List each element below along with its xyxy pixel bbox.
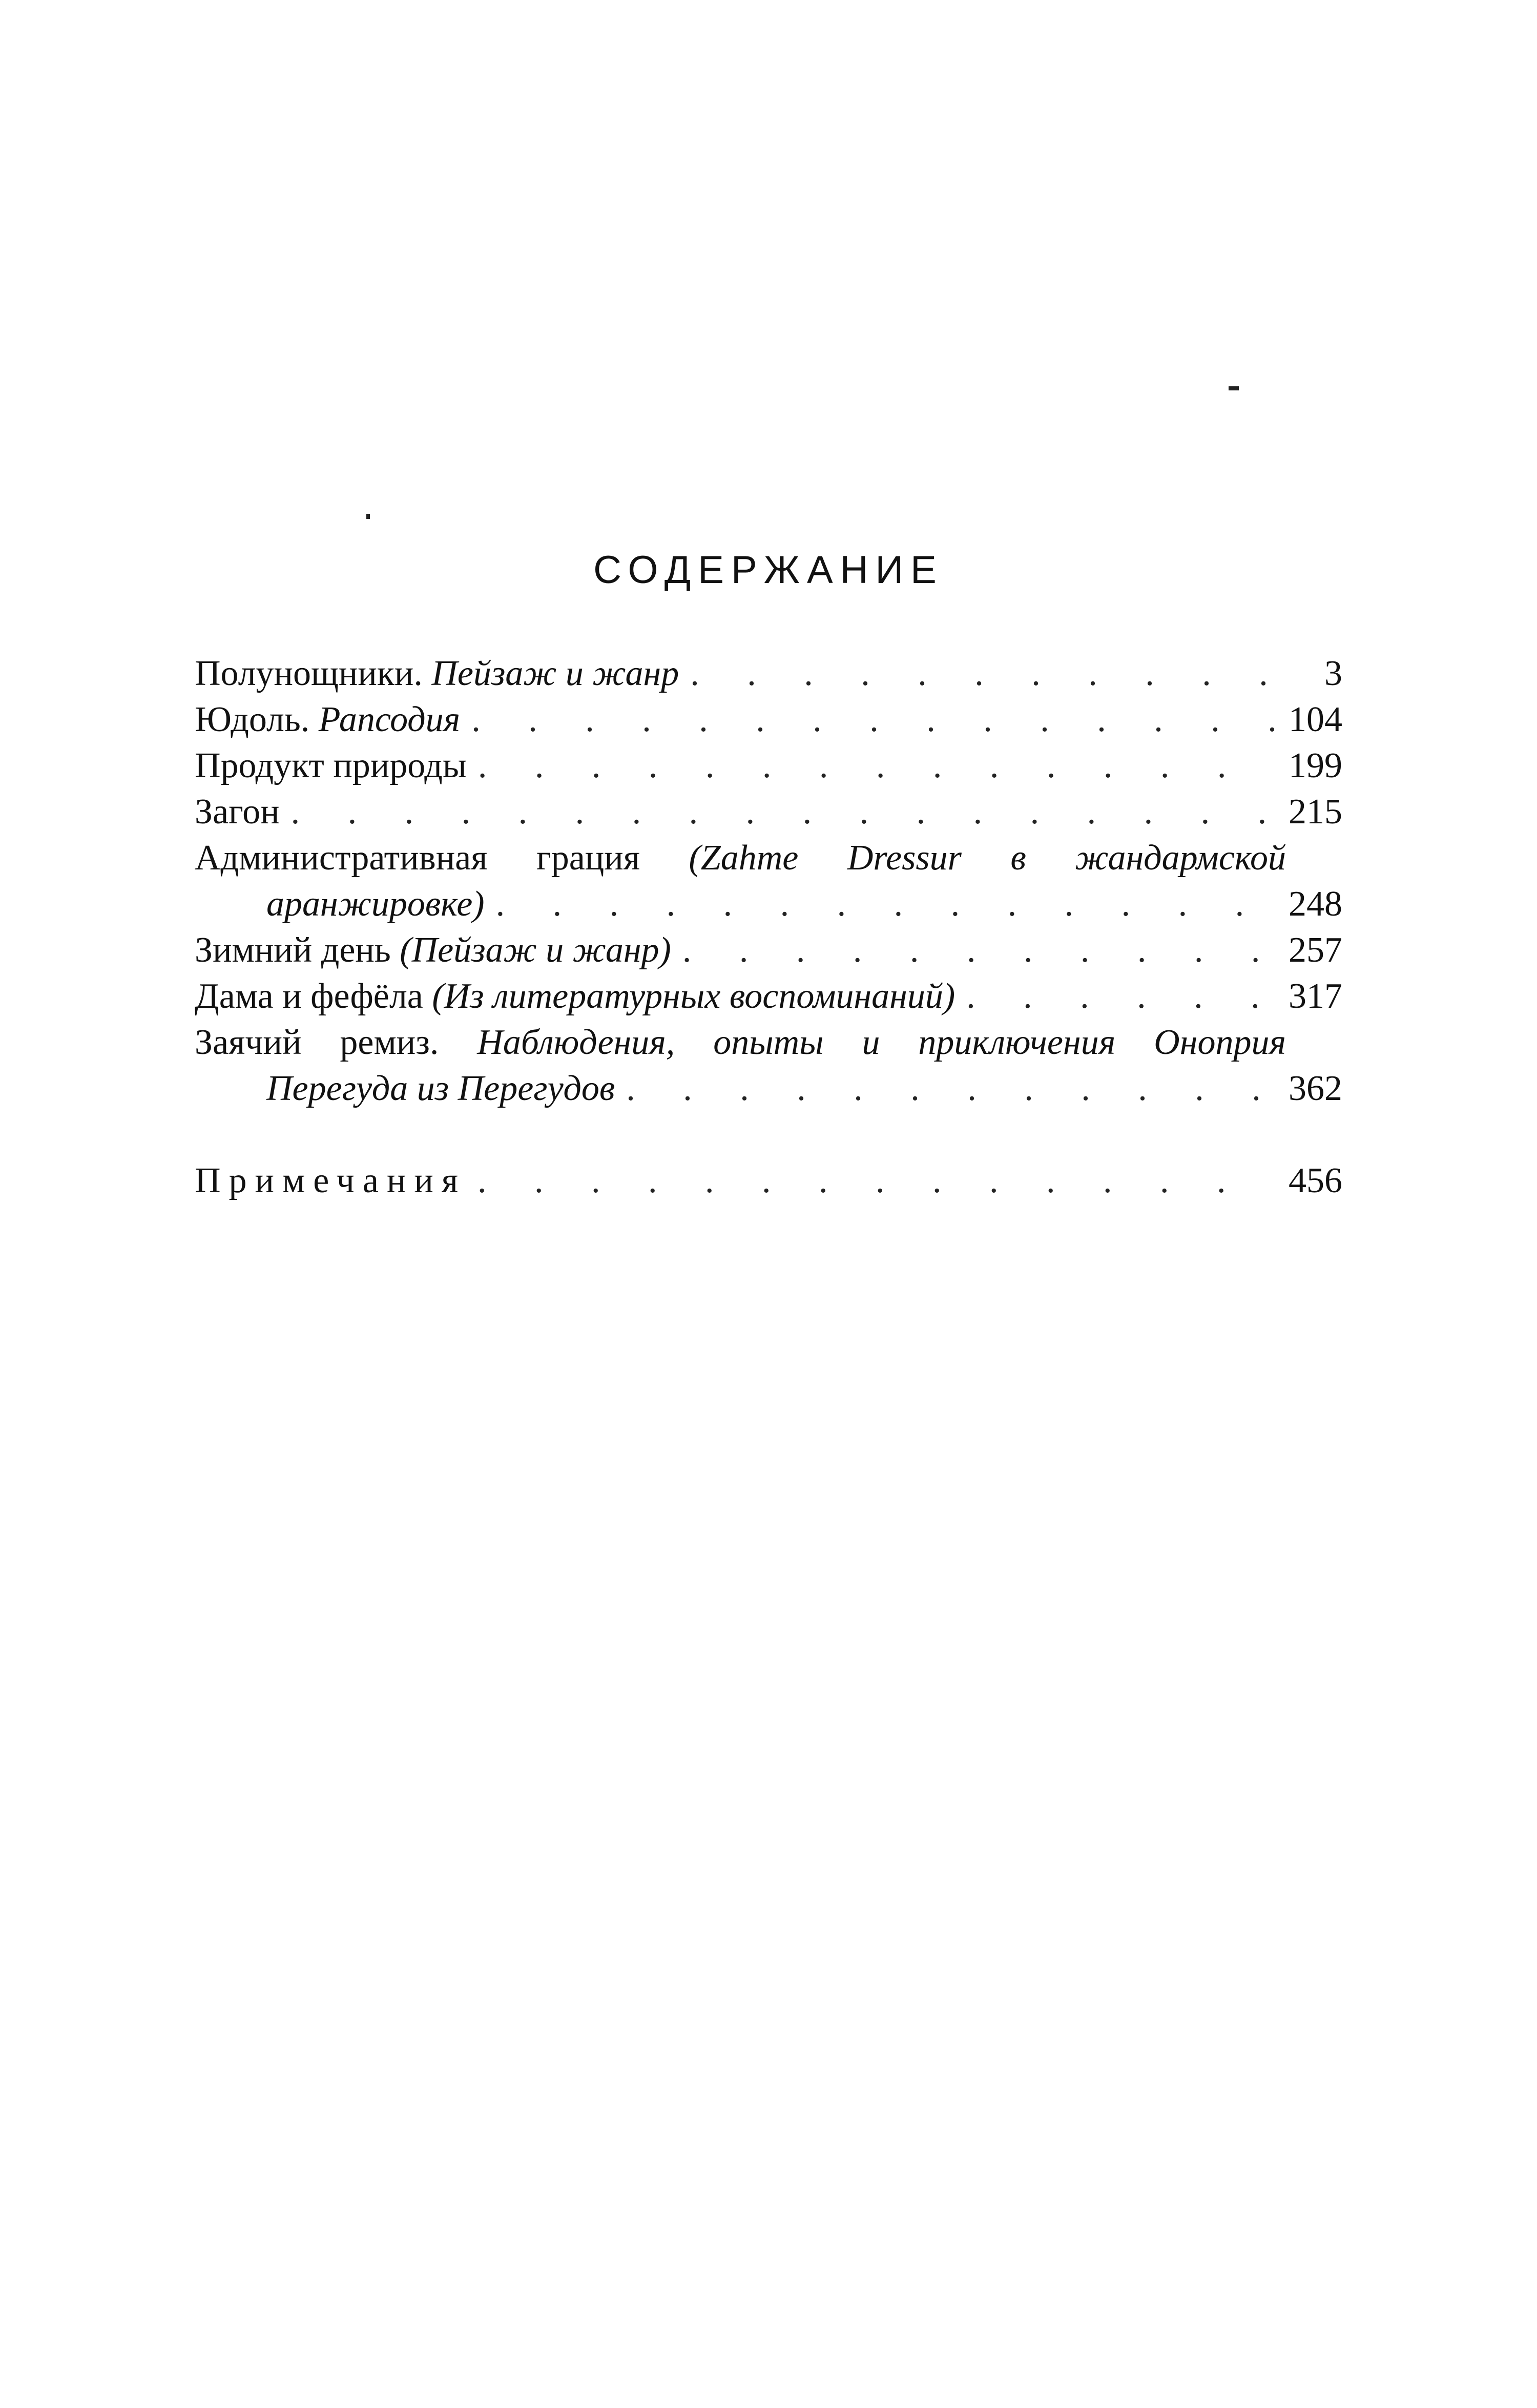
dot-leader: [626, 1066, 1275, 1112]
dot-leader: [477, 1158, 1275, 1204]
toc-entry: [195, 835, 1342, 927]
entry-title: Дама и фефёла: [195, 977, 423, 1016]
entry-page-number: 317: [1289, 977, 1342, 1016]
entry-subtitle: (Пейзаж и жанр): [400, 930, 671, 970]
dot-leader: [682, 927, 1275, 973]
entry-title: Заячий ремиз.: [195, 1023, 439, 1062]
entry-page-number: 215: [1289, 792, 1342, 832]
page-title: СОДЕРЖАНИЕ: [593, 548, 944, 592]
entry-subtitle-continued: аранжировке): [266, 884, 485, 924]
entry-subtitle: Пейзаж и жанр: [431, 654, 679, 693]
entry-page-number: 199: [1289, 746, 1342, 785]
entry-subtitle: Наблюдения, опыты и приключения Оноприя: [477, 1023, 1286, 1062]
entry-page-number: 104: [1289, 700, 1342, 739]
toc-entry: [195, 651, 1342, 697]
print-speck: [366, 514, 370, 519]
toc-entry: [195, 743, 1342, 789]
toc-entry: [195, 697, 1342, 743]
dot-leader: [478, 743, 1275, 789]
entry-title: Полунощники.: [195, 654, 423, 693]
entry-subtitle: Рапсодия: [318, 700, 461, 739]
entry-page-number: 257: [1289, 930, 1342, 970]
dot-leader: [690, 651, 1275, 697]
entry-page-number: 3: [1324, 654, 1342, 693]
entry-title: Юдоль.: [195, 700, 310, 739]
entry-subtitle-continued: Перегуда из Перегудов: [266, 1069, 615, 1108]
dot-leader: [496, 881, 1275, 927]
entry-subtitle: (Из литературных воспоминаний): [432, 977, 956, 1016]
toc-entry: [195, 1020, 1342, 1112]
print-speck: [1229, 386, 1239, 390]
toc-entry: [195, 789, 1342, 835]
entry-subtitle: (Zahme Dressur в жандармской: [689, 838, 1286, 878]
dot-leader: [471, 697, 1275, 743]
entry-title: Продукт природы: [195, 746, 467, 785]
entry-title: Административная грация: [195, 838, 640, 878]
entry-page-number: 248: [1289, 884, 1342, 924]
dot-leader: [966, 973, 1275, 1020]
dot-leader: [291, 789, 1275, 835]
toc-entry: [195, 927, 1342, 973]
toc-entry-notes: [195, 1158, 1342, 1204]
notes-title: Примечания: [195, 1161, 467, 1200]
entry-title: Зимний день: [195, 930, 391, 970]
toc-entry: [195, 973, 1342, 1020]
table-of-contents: [195, 651, 1342, 1204]
entry-title: Загон: [195, 792, 280, 832]
spacer: [195, 1112, 1342, 1158]
notes-page-number: 456: [1289, 1161, 1342, 1200]
entry-page-number: 362: [1289, 1069, 1342, 1108]
